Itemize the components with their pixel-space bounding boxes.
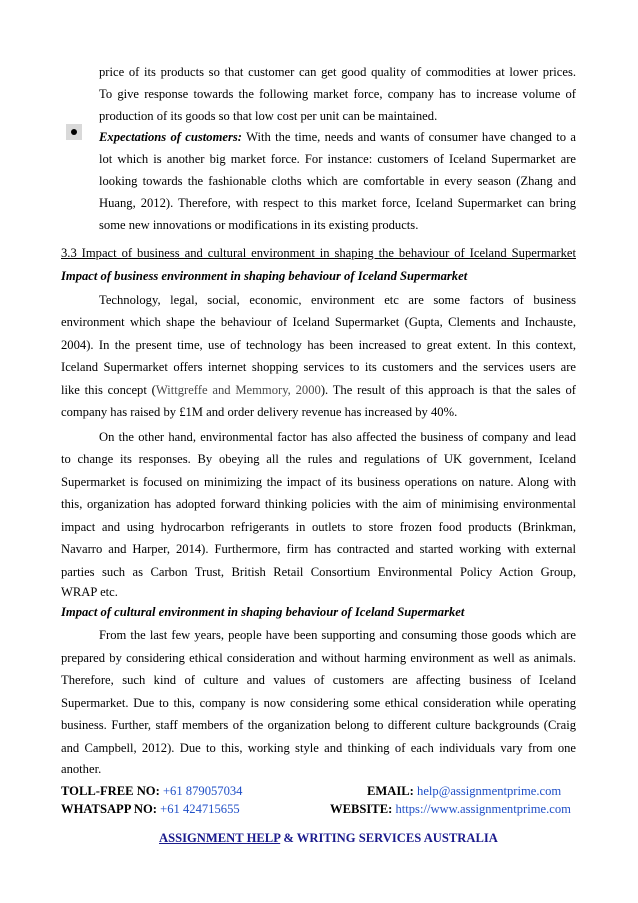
para1-line: Iceland Supermarket offers internet shopping services to its customers and the services users are	[61, 360, 576, 374]
footer-whatsapp	[61, 801, 240, 817]
para3-line: Therefore, such kind of culture and values of customers are affecting business of Iceland	[61, 673, 576, 687]
footer-website	[330, 801, 571, 817]
bullet-dot-icon	[71, 129, 77, 135]
para2-line: to change its responses. By obeying all the rules and regulations of UK government, Iceland	[61, 452, 576, 466]
website-link[interactable]: https://www.assignmentprime.com	[395, 802, 571, 816]
para3-line: and Campbell, 2012). Due to this, working style and thinking of each individuals vary from one	[61, 741, 576, 755]
body-line: production of its goods so that low cost per unit can be maintained.	[99, 109, 438, 123]
bullet-heading: Expectations of customers:	[99, 130, 242, 144]
subheading-cultural: Impact of cultural environment in shaping behaviour of Iceland Supermarket	[61, 605, 465, 619]
para2-line: parties such as Carbon Trust, British Retail Consortium Environmental Policy Action Group,	[61, 565, 576, 579]
para1-line-citation	[61, 382, 576, 398]
para1-line: Technology, legal, social, economic, environment etc are some factors of business	[99, 293, 576, 307]
website-label: WEBSITE:	[330, 802, 393, 816]
para3-line: prepared by considering ethical consideration and without harming environment as well as animals.	[61, 651, 576, 665]
para2-line: On the other hand, environmental factor has also affected the business of company and lead	[99, 430, 576, 444]
para2-line: Navarro and Harper, 2014). Furthermore, firm has contracted and started working with external	[61, 542, 576, 556]
citation-link[interactable]: Wittgreffe and Memmory, 2000	[155, 383, 321, 397]
subheading-business: Impact of business environment in shaping behaviour of Iceland Supermarket	[61, 269, 468, 283]
para1-line: environment which shape the behaviour of Iceland Supermarket (Gupta, Clements and Inchauste,	[61, 315, 576, 329]
whatsapp-value[interactable]: +61 424715655	[160, 802, 240, 816]
para1-line: company has raised by £1M and order delivery revenue has increased by 40%.	[61, 405, 458, 419]
tollfree-value[interactable]: +61 879057034	[162, 784, 243, 798]
bullet-line: some new innovations or modifications in its existing products.	[99, 218, 419, 232]
para1-text: like this concept (	[61, 383, 156, 397]
footer-tollfree	[61, 783, 242, 799]
footer-banner	[159, 830, 498, 846]
para3-line: business. Further, staff members of the organization belong to different culture backgrounds (Craig	[61, 718, 576, 732]
bullet-line: Huang, 2012). Therefore, with respect to this market force, Iceland Supermarket can bring	[99, 196, 576, 210]
footer-banner-text: & WRITING SERVICES AUSTRALIA	[280, 831, 498, 845]
para3-line: another.	[61, 762, 102, 776]
tollfree-label: TOLL-FREE NO:	[61, 784, 160, 798]
email-label: EMAIL:	[367, 784, 414, 798]
para2-line: Supermarket is focused on minimizing the impact of its business operations on nature. Along with	[61, 475, 576, 489]
para2-line: WRAP etc.	[61, 585, 118, 599]
assignment-help-link[interactable]: ASSIGNMENT HELP	[159, 831, 281, 845]
bullet-line: lot which is another big market force. For instance: customers of Iceland Supermarket are	[99, 152, 576, 166]
para2-line: impact and using hydrocarbon refrigerants in outlets to store frozen food products (Brinkman,	[61, 520, 576, 534]
bullet-first-line	[99, 129, 576, 145]
para1-line: 2004). In the present time, use of technology has been increased to great extent. In this context,	[61, 338, 576, 352]
para3-line: From the last few years, people have been supporting and consuming those goods which are	[99, 628, 576, 642]
body-line: To give response towards the following market force, company has to increase volume of	[99, 87, 576, 101]
body-line: price of its products so that customer can get good quality of commodities at lower prices.	[99, 65, 576, 79]
para3-line: Supermarket. Due to this, company is now considering some ethical consideration while operating	[61, 696, 576, 710]
email-link[interactable]: help@assignmentprime.com	[417, 784, 562, 798]
section-heading: 3.3 Impact of business and cultural environment in shaping the behaviour of Iceland Supermarket	[61, 246, 576, 260]
bullet-line: looking towards the fashionable cloths which are comfortable in every season (Zhang and	[99, 174, 576, 188]
para1-text: ). The result of this approach is that the sales of	[320, 383, 576, 397]
whatsapp-label: WHATSAPP NO:	[61, 802, 157, 816]
footer-email	[367, 783, 561, 799]
para2-line: this, organization has adopted forward thinking policies with the aim of minimising environmental	[61, 497, 576, 511]
bullet-first-line-text: With the time, needs and wants of consumer have changed to a	[246, 130, 576, 144]
